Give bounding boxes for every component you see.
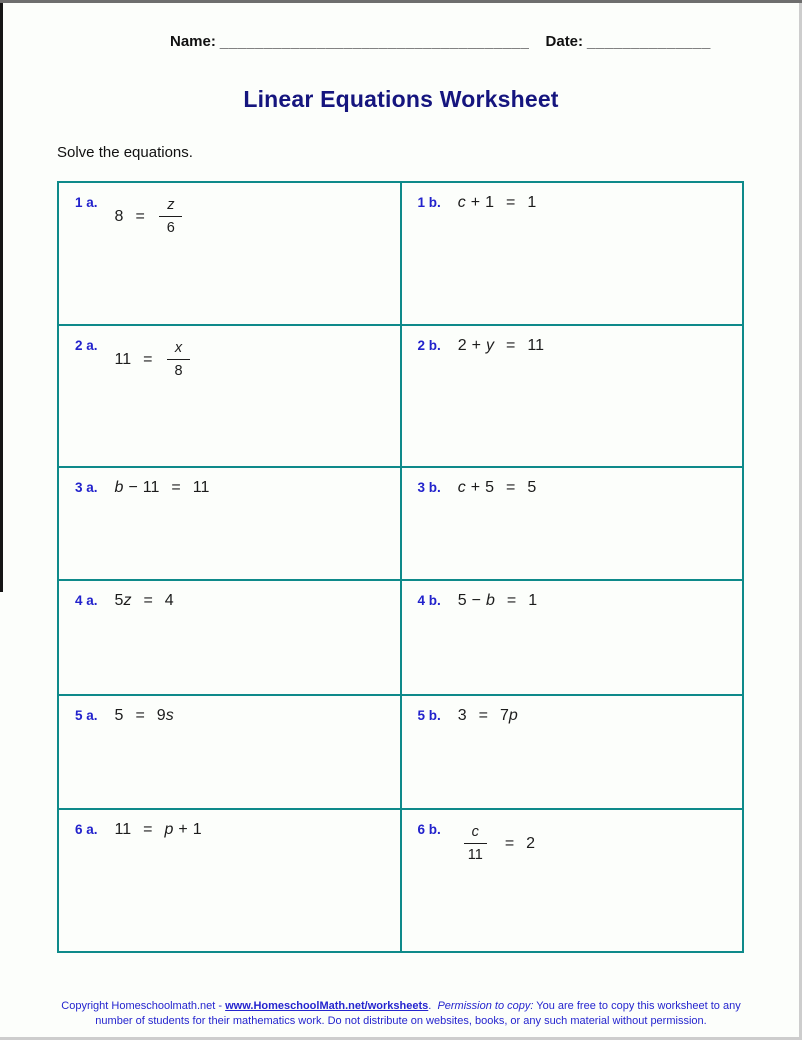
- operator: +: [178, 821, 188, 838]
- footer: [0, 999, 802, 1029]
- number: 5: [114, 707, 124, 724]
- number: 5: [457, 592, 467, 609]
- variable: p: [508, 707, 518, 724]
- operator: −: [471, 592, 482, 609]
- number: 2: [526, 834, 536, 852]
- number: 1: [527, 194, 537, 211]
- page-title: Linear Equations Worksheet: [243, 86, 559, 112]
- equals-sign: =: [143, 821, 153, 838]
- number: 11: [142, 479, 160, 496]
- operator: +: [470, 479, 481, 496]
- problem-cell: [401, 809, 744, 952]
- number: 1: [485, 194, 495, 211]
- equals-sign: =: [506, 479, 516, 496]
- equals-sign: =: [478, 707, 489, 724]
- fraction: [166, 340, 190, 379]
- problem-label: 3 b.: [417, 480, 441, 495]
- fraction-denominator: 11: [467, 847, 483, 863]
- problem-row: [58, 809, 743, 952]
- problem-label: 1 b.: [417, 195, 441, 210]
- equation: [458, 194, 537, 212]
- equals-sign: =: [135, 207, 145, 225]
- fraction-denominator: 8: [174, 363, 183, 379]
- variable: z: [123, 592, 132, 609]
- number: 8: [114, 207, 124, 225]
- equation: [458, 707, 518, 725]
- problems-table: [57, 181, 744, 953]
- number: 7: [500, 707, 509, 724]
- problem-label: 1 a.: [75, 195, 98, 210]
- equals-sign: =: [171, 479, 181, 496]
- footer-permission-label: Permission to copy:: [437, 1000, 534, 1012]
- number: 11: [527, 337, 544, 354]
- problem-row: [58, 325, 743, 467]
- problem-label: 4 a.: [75, 593, 98, 608]
- problem-cell: [401, 467, 744, 580]
- variable: s: [165, 707, 174, 724]
- equals-sign: =: [135, 707, 145, 724]
- problem-cell: [58, 580, 401, 695]
- equation: [458, 824, 535, 863]
- problem-label: 6 a.: [75, 822, 98, 837]
- problem-cell: [58, 467, 401, 580]
- variable: c: [457, 194, 466, 211]
- operator: −: [128, 479, 138, 496]
- problem-row: [58, 467, 743, 580]
- equals-sign: =: [506, 194, 516, 211]
- number: 5: [527, 479, 537, 496]
- number: 1: [192, 821, 202, 838]
- footer-after-link: .: [428, 1000, 438, 1012]
- number: 5: [485, 479, 495, 496]
- page-edge-top: [0, 0, 802, 3]
- equation: [115, 479, 210, 497]
- fraction: [159, 197, 183, 236]
- equation: [458, 592, 537, 610]
- footer-copyright-text: Copyright Homeschoolmath.net -: [61, 1000, 226, 1012]
- problem-cell: [58, 809, 401, 952]
- number: 11: [114, 350, 132, 368]
- equation: [115, 197, 185, 236]
- name-blank-line: ___________________________________: [219, 33, 530, 50]
- problem-row: [58, 580, 743, 695]
- variable: c: [457, 479, 466, 496]
- fraction-denominator: 6: [166, 220, 175, 236]
- number: 4: [164, 592, 174, 609]
- problem-label: 5 b.: [417, 708, 441, 723]
- operator: +: [470, 194, 481, 211]
- equals-sign: =: [506, 592, 517, 609]
- name-label: Name:: [170, 33, 216, 50]
- date-blank-line: ______________: [587, 33, 711, 50]
- worksheets-link[interactable]: www.HomeschoolMath.net/worksheets: [225, 1000, 429, 1012]
- problem-label: 4 b.: [417, 593, 441, 608]
- variable: p: [164, 821, 174, 838]
- equation: [115, 340, 193, 379]
- problem-label: 3 a.: [75, 480, 98, 495]
- variable: b: [486, 592, 495, 609]
- problem-row: [58, 695, 743, 809]
- number: 2: [457, 337, 467, 354]
- name-date-row: [170, 33, 711, 50]
- equation: [115, 707, 174, 725]
- equals-sign: =: [504, 834, 515, 852]
- fraction-numerator: z: [159, 197, 182, 217]
- number: 5: [114, 592, 124, 609]
- problem-cell: [401, 695, 744, 809]
- equation: [115, 592, 174, 610]
- problem-label: 6 b.: [417, 822, 441, 837]
- problem-cell: [58, 695, 401, 809]
- date-label: Date:: [545, 33, 584, 50]
- instructions-text: Solve the equations.: [57, 144, 193, 161]
- footer-line2: number of students for their mathematics work. Do not distribute on websites, books, or any such material without permission.: [95, 1015, 707, 1027]
- problem-row: [58, 182, 743, 325]
- number: 1: [528, 592, 538, 609]
- problem-cell: [401, 325, 744, 467]
- problem-cell: [401, 182, 744, 325]
- problem-label: 2 a.: [75, 338, 98, 353]
- equation: [115, 821, 202, 839]
- problem-cell: [58, 325, 401, 467]
- variable: b: [114, 479, 124, 496]
- fraction: [460, 824, 491, 863]
- equals-sign: =: [143, 350, 153, 368]
- problem-label: 5 a.: [75, 708, 98, 723]
- number: 3: [457, 707, 467, 724]
- problem-cell: [58, 182, 401, 325]
- number: 11: [192, 479, 210, 496]
- footer-line1-suffix: You are free to copy this worksheet to any: [533, 1000, 741, 1012]
- fraction-numerator: x: [167, 340, 190, 360]
- fraction-numerator: c: [464, 824, 487, 844]
- number: 11: [114, 821, 132, 838]
- problem-label: 2 b.: [417, 338, 441, 353]
- equation: [458, 337, 544, 355]
- operator: +: [471, 337, 482, 354]
- equation: [458, 479, 537, 497]
- problem-cell: [401, 580, 744, 695]
- variable: y: [486, 337, 495, 354]
- number: 9: [156, 707, 166, 724]
- equals-sign: =: [143, 592, 153, 609]
- equals-sign: =: [506, 337, 516, 354]
